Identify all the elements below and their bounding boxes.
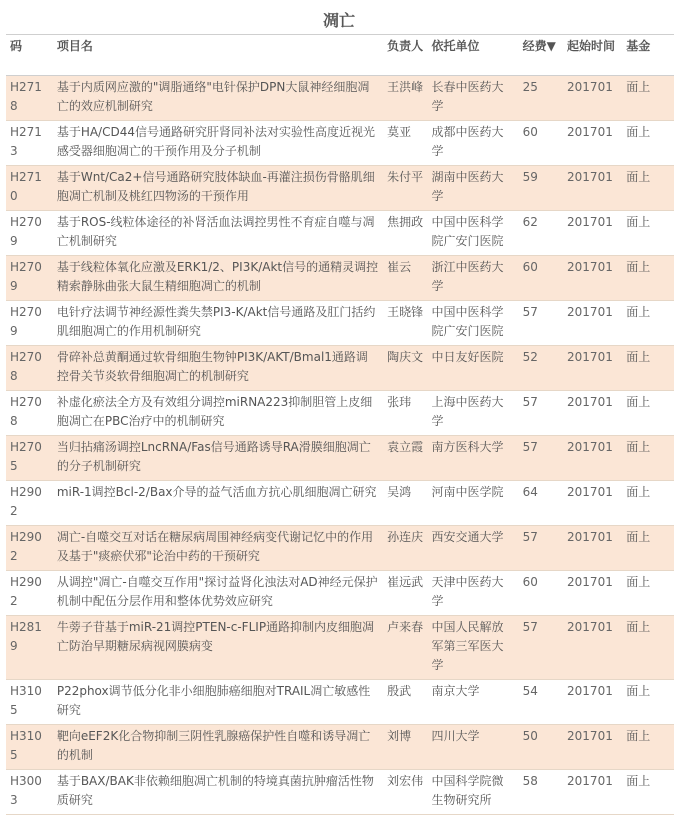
cell-code: H2710 [6,166,53,211]
cell-name: 电针疗法调节神经源性粪失禁PI3-K/Akt信号通路及肛门括约肌细胞凋亡的作用机制研究 [53,301,383,346]
cell-lead: 刘博 [383,725,427,770]
header-fund[interactable]: 基金 [622,35,674,76]
cell-name: 凋亡-自噬交互对话在糖尿病周围神经病变代谢记忆中的作用及基于"痰瘀伏邪"论治中药的干预研究 [53,526,383,571]
cell-org: 湖南中医药大学 [427,166,518,211]
cell-money: 50 [519,725,563,770]
table-row [6,166,674,211]
cell-code: H2718 [6,76,53,121]
table-row [6,571,674,616]
cell-name: 基于线粒体氧化应激及ERK1/2、PI3K/Akt信号的通精灵调控精索静脉曲张大鼠生精细胞凋亡的机制 [53,256,383,301]
cell-start: 201701 [563,436,622,481]
cell-fund: 面上 [622,526,674,571]
cell-money: 60 [519,121,563,166]
header-name[interactable]: 项目名 [53,35,383,76]
cell-money: 25 [519,76,563,121]
cell-fund: 面上 [622,725,674,770]
cell-money: 57 [519,616,563,680]
cell-name: 基于Wnt/Ca2+信号通路研究肢体缺血-再灌注损伤骨骼肌细胞凋亡机制及桃红四物汤的干预作用 [53,166,383,211]
cell-start: 201701 [563,526,622,571]
header-org[interactable]: 依托单位 [427,35,518,76]
table-row [6,481,674,526]
cell-lead: 袁立霞 [383,436,427,481]
table-row [6,436,674,481]
cell-start: 201701 [563,76,622,121]
cell-fund: 面上 [622,121,674,166]
cell-money: 59 [519,166,563,211]
page-title: 凋亡 [322,11,355,30]
cell-org: 中国人民解放军第三军医大学 [427,616,518,680]
cell-start: 201701 [563,391,622,436]
cell-name: 基于HA/CD44信号通路研究肝肾同补法对实验性高度近视光感受器细胞凋亡的干预作用及分子机制 [53,121,383,166]
cell-name: 骨碎补总黄酮通过软骨细胞生物钟PI3K/AKT/Bmal1通路调控骨关节炎软骨细胞凋亡的机制研究 [53,346,383,391]
table-header-row [6,35,674,76]
cell-start: 201701 [563,616,622,680]
cell-money: 54 [519,680,563,725]
cell-fund: 面上 [622,571,674,616]
table-row [6,76,674,121]
cell-org: 中国中医科学院广安门医院 [427,211,518,256]
cell-org: 中日友好医院 [427,346,518,391]
cell-money: 62 [519,211,563,256]
table-row [6,301,674,346]
cell-start: 201701 [563,121,622,166]
cell-start: 201701 [563,680,622,725]
cell-org: 中国科学院微生物研究所 [427,770,518,815]
cell-code: H2705 [6,436,53,481]
cell-org: 四川大学 [427,725,518,770]
cell-org: 南京大学 [427,680,518,725]
cell-name: miR-1调控Bcl-2/Bax介导的益气活血方抗心肌细胞凋亡研究 [53,481,383,526]
header-money-sort[interactable]: 经费▼ [519,35,563,76]
cell-fund: 面上 [622,346,674,391]
cell-start: 201701 [563,571,622,616]
cell-money: 60 [519,571,563,616]
cell-code: H2902 [6,571,53,616]
table-row [6,121,674,166]
cell-lead: 卢来春 [383,616,427,680]
cell-org: 天津中医药大学 [427,571,518,616]
cell-name: 靶向eEF2K化合物抑制三阴性乳腺癌保护性自噬和诱导凋亡的机制 [53,725,383,770]
header-lead[interactable]: 负责人 [383,35,427,76]
cell-org: 长春中医药大学 [427,76,518,121]
cell-code: H2713 [6,121,53,166]
cell-name: 基于BAX/BAK非依赖细胞凋亡机制的特境真菌抗肿瘤活性物质研究 [53,770,383,815]
cell-start: 201701 [563,256,622,301]
table-row [6,770,674,815]
cell-name: 基于ROS-线粒体途径的补肾活血法调控男性不育症自噬与凋亡机制研究 [53,211,383,256]
cell-lead: 孙连庆 [383,526,427,571]
cell-fund: 面上 [622,301,674,346]
cell-start: 201701 [563,725,622,770]
cell-name: 当归拈痛汤调控LncRNA/Fas信号通路诱导RA滑膜细胞凋亡的分子机制研究 [53,436,383,481]
cell-org: 上海中医药大学 [427,391,518,436]
cell-fund: 面上 [622,391,674,436]
cell-money: 64 [519,481,563,526]
cell-fund: 面上 [622,770,674,815]
table-row [6,346,674,391]
cell-start: 201701 [563,481,622,526]
table-row [6,725,674,770]
cell-lead: 王洪峰 [383,76,427,121]
cell-fund: 面上 [622,481,674,526]
cell-code: H2819 [6,616,53,680]
cell-fund: 面上 [622,211,674,256]
header-code[interactable]: 码 [6,35,53,76]
cell-org: 西安交通大学 [427,526,518,571]
cell-lead: 崔远武 [383,571,427,616]
header-start[interactable]: 起始时间 [563,35,622,76]
cell-money: 57 [519,301,563,346]
cell-money: 60 [519,256,563,301]
table-row [6,616,674,680]
cell-lead: 陶庆文 [383,346,427,391]
cell-start: 201701 [563,166,622,211]
cell-money: 57 [519,436,563,481]
cell-lead: 刘宏伟 [383,770,427,815]
cell-name: 牛蒡子苷基于miR-21调控PTEN-c-FLIP通路抑制内皮细胞凋亡防治早期糖尿病视网膜病变 [53,616,383,680]
cell-fund: 面上 [622,680,674,725]
cell-lead: 崔云 [383,256,427,301]
cell-code: H2709 [6,256,53,301]
cell-org: 浙江中医药大学 [427,256,518,301]
cell-money: 57 [519,391,563,436]
cell-fund: 面上 [622,76,674,121]
cell-org: 河南中医学院 [427,481,518,526]
cell-code: H2708 [6,346,53,391]
cell-code: H2709 [6,301,53,346]
project-table [6,34,674,815]
cell-name: P22phox调节低分化非小细胞肺癌细胞对TRAIL凋亡敏感性研究 [53,680,383,725]
cell-start: 201701 [563,211,622,256]
cell-fund: 面上 [622,256,674,301]
table-row [6,256,674,301]
cell-start: 201701 [563,346,622,391]
cell-fund: 面上 [622,166,674,211]
cell-money: 58 [519,770,563,815]
cell-fund: 面上 [622,436,674,481]
cell-code: H3105 [6,680,53,725]
table-row [6,526,674,571]
cell-code: H2708 [6,391,53,436]
cell-code: H2709 [6,211,53,256]
cell-lead: 张玮 [383,391,427,436]
cell-lead: 焦拥政 [383,211,427,256]
cell-start: 201701 [563,301,622,346]
cell-name: 基于内质网应激的"调脂通络"电针保护DPN大鼠神经细胞凋亡的效应机制研究 [53,76,383,121]
cell-lead: 殷武 [383,680,427,725]
cell-lead: 莫亚 [383,121,427,166]
cell-lead: 王晓锋 [383,301,427,346]
table-row [6,391,674,436]
cell-code: H3105 [6,725,53,770]
cell-money: 57 [519,526,563,571]
cell-org: 南方医科大学 [427,436,518,481]
cell-org: 成都中医药大学 [427,121,518,166]
cell-org: 中国中医科学院广安门医院 [427,301,518,346]
cell-money: 52 [519,346,563,391]
cell-fund: 面上 [622,616,674,680]
cell-lead: 朱付平 [383,166,427,211]
cell-start: 201701 [563,770,622,815]
cell-code: H2902 [6,481,53,526]
cell-name: 从调控"凋亡-自噬交互作用"探讨益肾化浊法对AD神经元保护机制中配伍分层作用和整体优势效应研究 [53,571,383,616]
cell-code: H3003 [6,770,53,815]
cell-name: 补虚化瘀法全方及有效组分调控miRNA223抑制胆管上皮细胞凋亡在PBC治疗中的机制研究 [53,391,383,436]
table-row [6,680,674,725]
table-row [6,211,674,256]
cell-lead: 吴鸿 [383,481,427,526]
cell-code: H2902 [6,526,53,571]
